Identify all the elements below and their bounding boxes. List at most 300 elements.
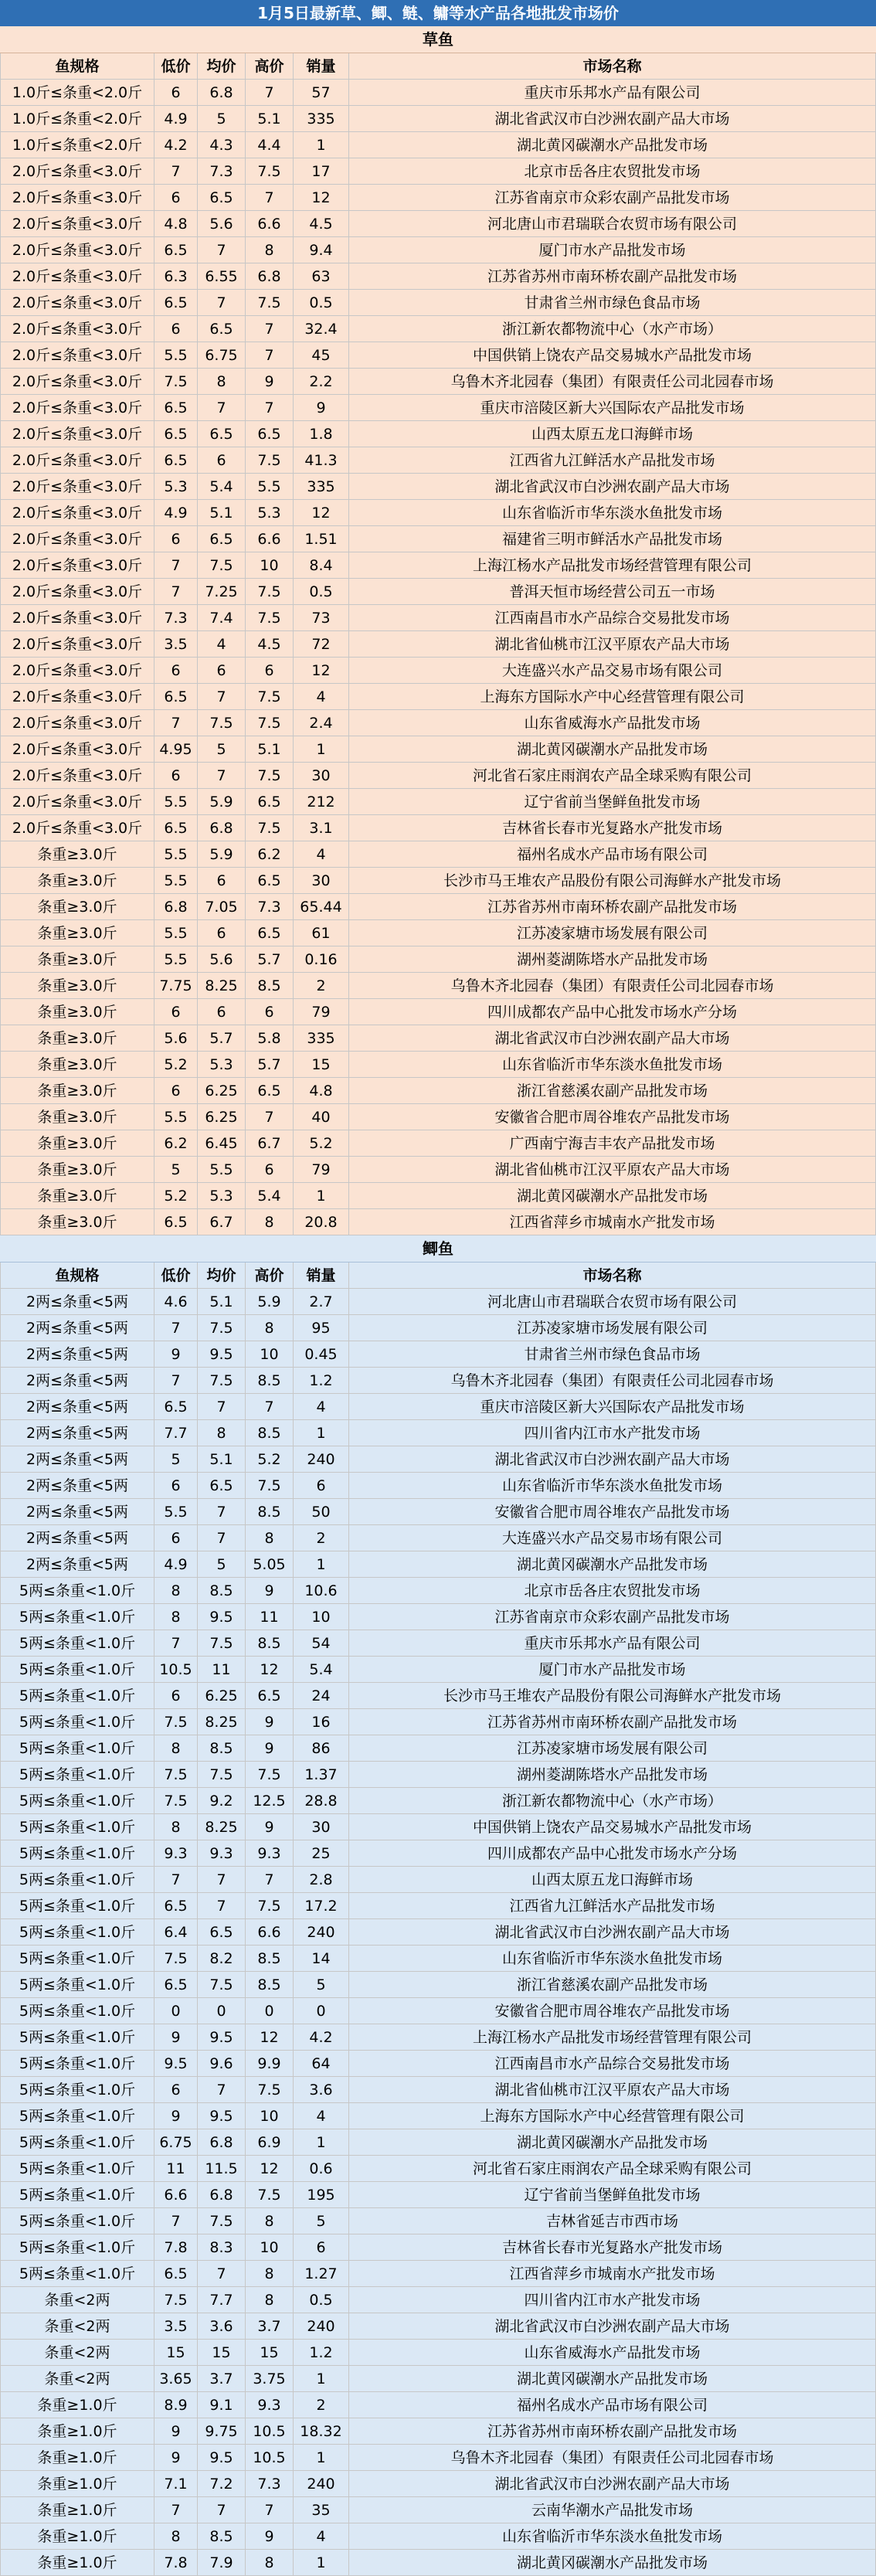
- cell-low: 9: [154, 2024, 198, 2051]
- cell-market: 重庆市乐邦水产品有限公司: [349, 80, 876, 106]
- cell-high: 10: [246, 1341, 294, 1368]
- cell-high: 7.5: [246, 684, 294, 710]
- cell-spec: 条重≥3.0斤: [0, 1183, 154, 1209]
- header-high: 高价: [246, 1263, 294, 1289]
- cell-low: 7: [154, 552, 198, 579]
- cell-high: 7.5: [246, 1893, 294, 1919]
- cell-spec: 2.0斤≤条重<3.0斤: [0, 263, 154, 290]
- cell-spec: 条重≥1.0斤: [0, 2418, 154, 2445]
- cell-low: 8.9: [154, 2392, 198, 2418]
- cell-volume: 30: [294, 868, 349, 894]
- cell-avg: 7.5: [198, 1972, 246, 1998]
- cell-spec: 5两≤条重<1.0斤: [0, 1919, 154, 1946]
- cell-high: 8.5: [246, 1368, 294, 1394]
- cell-spec: 5两≤条重<1.0斤: [0, 2156, 154, 2182]
- cell-volume: 25: [294, 1840, 349, 1867]
- cell-high: 12: [246, 1657, 294, 1683]
- table-row: [0, 474, 876, 500]
- cell-high: 6.5: [246, 920, 294, 946]
- cell-high: 5.1: [246, 736, 294, 763]
- cell-low: 7.1: [154, 2471, 198, 2497]
- cell-spec: 2.0斤≤条重<3.0斤: [0, 815, 154, 841]
- table-row: [0, 1578, 876, 1604]
- cell-volume: 4: [294, 841, 349, 868]
- cell-avg: 5.5: [198, 1157, 246, 1183]
- cell-volume: 14: [294, 1946, 349, 1972]
- cell-market: 江西省九江鲜活水产品批发市场: [349, 447, 876, 474]
- cell-avg: 7.5: [198, 1368, 246, 1394]
- cell-spec: 2.0斤≤条重<3.0斤: [0, 395, 154, 421]
- cell-high: 6.9: [246, 2129, 294, 2156]
- cell-high: 10: [246, 552, 294, 579]
- cell-volume: 0.45: [294, 1341, 349, 1368]
- cell-high: 7.3: [246, 894, 294, 920]
- table-row: [0, 342, 876, 369]
- cell-avg: 6.5: [198, 421, 246, 447]
- cell-market: 吉林省延吉市西市场: [349, 2208, 876, 2234]
- cell-spec: 5两≤条重<1.0斤: [0, 1683, 154, 1709]
- cell-avg: 5: [198, 1551, 246, 1578]
- cell-volume: 240: [294, 2313, 349, 2340]
- cell-avg: 6.45: [198, 1130, 246, 1157]
- cell-volume: 63: [294, 263, 349, 290]
- cell-market: 山东省临沂市华东淡水鱼批发市场: [349, 1052, 876, 1078]
- cell-spec: 5两≤条重<1.0斤: [0, 1788, 154, 1814]
- cell-high: 8: [246, 237, 294, 263]
- cell-avg: 7.5: [198, 552, 246, 579]
- cell-avg: 6.25: [198, 1104, 246, 1130]
- cell-high: 9: [246, 1814, 294, 1840]
- cell-high: 4.5: [246, 631, 294, 658]
- cell-market: 安徽省合肥市周谷堆农产品批发市场: [349, 1499, 876, 1525]
- cell-avg: 7: [198, 2497, 246, 2523]
- cell-volume: 0.5: [294, 2287, 349, 2313]
- cell-spec: 条重≥3.0斤: [0, 868, 154, 894]
- cell-avg: 5.1: [198, 1289, 246, 1315]
- cell-spec: 条重<2两: [0, 2366, 154, 2392]
- page-title: 1月5日最新草、鲫、鲢、鳙等水产品各地批发市场价: [0, 0, 876, 26]
- cell-avg: 8.5: [198, 1578, 246, 1604]
- cell-low: 9: [154, 2103, 198, 2129]
- cell-high: 6.5: [246, 868, 294, 894]
- table-row: [0, 2313, 876, 2340]
- cell-market: 湖北省武汉市白沙洲农副产品大市场: [349, 474, 876, 500]
- cell-market: 湖北黄冈碳潮水产品批发市场: [349, 1183, 876, 1209]
- table-row: [0, 736, 876, 763]
- cell-volume: 10: [294, 1604, 349, 1630]
- cell-avg: 6: [198, 868, 246, 894]
- cell-volume: 41.3: [294, 447, 349, 474]
- cell-market: 乌鲁木齐北园春（集团）有限责任公司北园春市场: [349, 2445, 876, 2471]
- cell-high: 9.3: [246, 1840, 294, 1867]
- table-row: [0, 1368, 876, 1394]
- table-row: [0, 1683, 876, 1709]
- cell-avg: 6: [198, 658, 246, 684]
- cell-low: 6: [154, 658, 198, 684]
- cell-low: 7.5: [154, 2287, 198, 2313]
- cell-avg: 9.6: [198, 2051, 246, 2077]
- cell-market: 浙江省慈溪农副产品批发市场: [349, 1078, 876, 1104]
- cell-volume: 1: [294, 2445, 349, 2471]
- cell-avg: 6.8: [198, 2182, 246, 2208]
- cell-high: 5.8: [246, 1025, 294, 1052]
- cell-avg: 5.3: [198, 1183, 246, 1209]
- cell-volume: 5.2: [294, 1130, 349, 1157]
- cell-avg: 9.5: [198, 2445, 246, 2471]
- cell-volume: 1: [294, 132, 349, 158]
- cell-spec: 条重≥1.0斤: [0, 2471, 154, 2497]
- cell-low: 7.5: [154, 1788, 198, 1814]
- cell-avg: 7: [198, 2077, 246, 2103]
- cell-market: 湖北省仙桃市江汉平原农产品大市场: [349, 1157, 876, 1183]
- table-row: [0, 1420, 876, 1446]
- cell-low: 9: [154, 2418, 198, 2445]
- cell-avg: 9.75: [198, 2418, 246, 2445]
- table-row: [0, 1209, 876, 1235]
- cell-avg: 7.5: [198, 1630, 246, 1657]
- cell-market: 甘肃省兰州市绿色食品市场: [349, 290, 876, 316]
- cell-avg: 4.3: [198, 132, 246, 158]
- cell-high: 7: [246, 1104, 294, 1130]
- table-row: [0, 2340, 876, 2366]
- cell-volume: 335: [294, 474, 349, 500]
- cell-market: 湖北省武汉市白沙洲农副产品大市场: [349, 106, 876, 132]
- cell-volume: 16: [294, 1709, 349, 1735]
- cell-low: 5.5: [154, 868, 198, 894]
- table-row: [0, 789, 876, 815]
- cell-low: 6.5: [154, 815, 198, 841]
- cell-volume: 195: [294, 2182, 349, 2208]
- cell-low: 3.5: [154, 2313, 198, 2340]
- cell-volume: 28.8: [294, 1788, 349, 1814]
- cell-market: 山西太原五龙口海鲜市场: [349, 1867, 876, 1893]
- cell-volume: 5: [294, 1972, 349, 1998]
- cell-low: 6: [154, 1525, 198, 1551]
- cell-volume: 5: [294, 2208, 349, 2234]
- cell-low: 5.5: [154, 946, 198, 973]
- cell-avg: 5.6: [198, 946, 246, 973]
- cell-spec: 2.0斤≤条重<3.0斤: [0, 369, 154, 395]
- cell-market: 江西南昌市水产品综合交易批发市场: [349, 2051, 876, 2077]
- header-avg: 均价: [198, 1263, 246, 1289]
- cell-avg: 11.5: [198, 2156, 246, 2182]
- cell-volume: 79: [294, 1157, 349, 1183]
- cell-high: 5.4: [246, 1183, 294, 1209]
- cell-market: 山东省临沂市华东淡水鱼批发市场: [349, 1473, 876, 1499]
- cell-market: 湖北省武汉市白沙洲农副产品大市场: [349, 2313, 876, 2340]
- cell-high: 3.7: [246, 2313, 294, 2340]
- cell-volume: 12: [294, 658, 349, 684]
- cell-high: 7.5: [246, 158, 294, 185]
- table-row: [0, 1551, 876, 1578]
- cell-low: 6.5: [154, 1893, 198, 1919]
- cell-market: 江苏省南京市众彩农副产品批发市场: [349, 185, 876, 211]
- cell-spec: 条重≥3.0斤: [0, 1104, 154, 1130]
- cell-high: 12: [246, 2024, 294, 2051]
- table-row: [0, 1078, 876, 1104]
- cell-avg: 7: [198, 2261, 246, 2287]
- cell-high: 10.5: [246, 2418, 294, 2445]
- cell-avg: 7: [198, 684, 246, 710]
- cell-high: 9.3: [246, 2392, 294, 2418]
- cell-market: 山东省威海水产品批发市场: [349, 710, 876, 736]
- cell-low: 6: [154, 526, 198, 552]
- table-row: [0, 1788, 876, 1814]
- cell-spec: 条重<2两: [0, 2287, 154, 2313]
- cell-spec: 2两≤条重<5两: [0, 1315, 154, 1341]
- cell-avg: 6: [198, 920, 246, 946]
- cell-volume: 72: [294, 631, 349, 658]
- cell-avg: 5.7: [198, 1025, 246, 1052]
- cell-market: 乌鲁木齐北园春（集团）有限责任公司北园春市场: [349, 1368, 876, 1394]
- cell-spec: 条重≥3.0斤: [0, 1052, 154, 1078]
- cell-spec: 2.0斤≤条重<3.0斤: [0, 316, 154, 342]
- cell-market: 大连盛兴水产品交易市场有限公司: [349, 658, 876, 684]
- cell-low: 8: [154, 1578, 198, 1604]
- cell-low: 4.9: [154, 1551, 198, 1578]
- cell-high: 5.5: [246, 474, 294, 500]
- cell-low: 3.5: [154, 631, 198, 658]
- cell-avg: 7: [198, 763, 246, 789]
- cell-volume: 50: [294, 1499, 349, 1525]
- cell-spec: 条重≥1.0斤: [0, 2523, 154, 2550]
- cell-market: 浙江新农都物流中心（水产市场）: [349, 316, 876, 342]
- cell-high: 8: [246, 2287, 294, 2313]
- cell-high: 7.5: [246, 447, 294, 474]
- cell-high: 6.2: [246, 841, 294, 868]
- table-row: [0, 2024, 876, 2051]
- cell-volume: 4: [294, 2103, 349, 2129]
- cell-avg: 5: [198, 106, 246, 132]
- table-row: [0, 263, 876, 290]
- table-row: [0, 815, 876, 841]
- table-row: [0, 2051, 876, 2077]
- table-row: [0, 868, 876, 894]
- cell-avg: 6.8: [198, 815, 246, 841]
- cell-spec: 2两≤条重<5两: [0, 1446, 154, 1473]
- cell-spec: 1.0斤≤条重<2.0斤: [0, 132, 154, 158]
- cell-high: 15: [246, 2340, 294, 2366]
- cell-market: 福州名成水产品市场有限公司: [349, 841, 876, 868]
- cell-low: 6: [154, 763, 198, 789]
- cell-volume: 12: [294, 185, 349, 211]
- cell-spec: 条重≥3.0斤: [0, 1078, 154, 1104]
- cell-low: 4.2: [154, 132, 198, 158]
- cell-market: 北京市岳各庄农贸批发市场: [349, 1578, 876, 1604]
- cell-volume: 240: [294, 1446, 349, 1473]
- cell-avg: 6.7: [198, 1209, 246, 1235]
- cell-low: 9: [154, 1341, 198, 1368]
- cell-volume: 2: [294, 1525, 349, 1551]
- cell-volume: 1: [294, 2366, 349, 2392]
- cell-volume: 1.8: [294, 421, 349, 447]
- cell-avg: 6.5: [198, 185, 246, 211]
- cell-low: 0: [154, 1998, 198, 2024]
- cell-spec: 2两≤条重<5两: [0, 1420, 154, 1446]
- cell-market: 湖北黄冈碳潮水产品批发市场: [349, 2129, 876, 2156]
- cell-high: 5.1: [246, 106, 294, 132]
- cell-spec: 条重≥3.0斤: [0, 1209, 154, 1235]
- cell-high: 5.05: [246, 1551, 294, 1578]
- cell-avg: 6.8: [198, 2129, 246, 2156]
- cell-avg: 8.25: [198, 973, 246, 999]
- cell-spec: 条重≥3.0斤: [0, 973, 154, 999]
- cell-high: 8.5: [246, 1630, 294, 1657]
- cell-low: 6.5: [154, 1394, 198, 1420]
- cell-spec: 2两≤条重<5两: [0, 1394, 154, 1420]
- cell-low: 6: [154, 1473, 198, 1499]
- cell-volume: 18.32: [294, 2418, 349, 2445]
- cell-volume: 35: [294, 2497, 349, 2523]
- cell-market: 乌鲁木齐北园春（集团）有限责任公司北园春市场: [349, 973, 876, 999]
- cell-volume: 335: [294, 106, 349, 132]
- cell-high: 5.2: [246, 1446, 294, 1473]
- table-row: [0, 185, 876, 211]
- cell-low: 5.2: [154, 1052, 198, 1078]
- cell-low: 3.65: [154, 2366, 198, 2392]
- header-low: 低价: [154, 53, 198, 80]
- cell-avg: 5: [198, 736, 246, 763]
- cell-avg: 6.75: [198, 342, 246, 369]
- cell-high: 5.7: [246, 1052, 294, 1078]
- cell-avg: 8.25: [198, 1814, 246, 1840]
- cell-spec: 5两≤条重<1.0斤: [0, 1709, 154, 1735]
- cell-low: 15: [154, 2340, 198, 2366]
- cell-volume: 1: [294, 2129, 349, 2156]
- cell-market: 广西南宁海吉丰农产品批发市场: [349, 1130, 876, 1157]
- cell-high: 5.3: [246, 500, 294, 526]
- cell-high: 5.7: [246, 946, 294, 973]
- cell-market: 湖北省武汉市白沙洲农副产品大市场: [349, 1025, 876, 1052]
- cell-low: 7: [154, 1315, 198, 1341]
- cell-market: 山西太原五龙口海鲜市场: [349, 421, 876, 447]
- cell-volume: 5.4: [294, 1657, 349, 1683]
- table-row: [0, 1840, 876, 1867]
- cell-spec: 5两≤条重<1.0斤: [0, 1604, 154, 1630]
- cell-avg: 7: [198, 395, 246, 421]
- cell-market: 福建省三明市鲜活水产品批发市场: [349, 526, 876, 552]
- cell-market: 江苏省苏州市南环桥农副产品批发市场: [349, 894, 876, 920]
- cell-volume: 240: [294, 1919, 349, 1946]
- cell-market: 湖北省武汉市白沙洲农副产品大市场: [349, 2471, 876, 2497]
- cell-avg: 9.5: [198, 2024, 246, 2051]
- cell-low: 6.5: [154, 684, 198, 710]
- table-row: [0, 1946, 876, 1972]
- cell-spec: 2.0斤≤条重<3.0斤: [0, 736, 154, 763]
- cell-avg: 8.25: [198, 1709, 246, 1735]
- cell-volume: 95: [294, 1315, 349, 1341]
- cell-low: 5: [154, 1157, 198, 1183]
- cell-spec: 条重≥1.0斤: [0, 2445, 154, 2471]
- cell-volume: 4.5: [294, 211, 349, 237]
- cell-avg: 8: [198, 369, 246, 395]
- cell-avg: 7: [198, 237, 246, 263]
- cell-avg: 7.5: [198, 2208, 246, 2234]
- cell-high: 9: [246, 1735, 294, 1762]
- cell-market: 四川成都农产品中心批发市场水产分场: [349, 1840, 876, 1867]
- cell-high: 6.7: [246, 1130, 294, 1157]
- table-row: [0, 2550, 876, 2576]
- cell-low: 5.5: [154, 789, 198, 815]
- cell-high: 8.5: [246, 1972, 294, 1998]
- cell-spec: 2.0斤≤条重<3.0斤: [0, 789, 154, 815]
- cell-avg: 6.5: [198, 1919, 246, 1946]
- cell-market: 湖北黄冈碳潮水产品批发市场: [349, 1551, 876, 1578]
- cell-spec: 2.0斤≤条重<3.0斤: [0, 710, 154, 736]
- cell-high: 9.9: [246, 2051, 294, 2077]
- table-row: [0, 999, 876, 1025]
- cell-low: 6: [154, 80, 198, 106]
- cell-high: 11: [246, 1604, 294, 1630]
- table-row: [0, 631, 876, 658]
- cell-volume: 65.44: [294, 894, 349, 920]
- table-row: [0, 2392, 876, 2418]
- cell-low: 5.5: [154, 920, 198, 946]
- cell-avg: 3.6: [198, 2313, 246, 2340]
- cell-low: 7: [154, 1867, 198, 1893]
- header-spec: 鱼规格: [0, 53, 154, 80]
- cell-volume: 40: [294, 1104, 349, 1130]
- cell-volume: 1.51: [294, 526, 349, 552]
- cell-high: 8.5: [246, 1946, 294, 1972]
- table-row: [0, 1657, 876, 1683]
- cell-spec: 2.0斤≤条重<3.0斤: [0, 526, 154, 552]
- cell-spec: 1.0斤≤条重<2.0斤: [0, 80, 154, 106]
- cell-low: 7.5: [154, 1709, 198, 1735]
- cell-low: 7: [154, 158, 198, 185]
- cell-low: 4.8: [154, 211, 198, 237]
- cell-market: 中国供销上饶农产品交易城水产品批发市场: [349, 342, 876, 369]
- cell-market: 浙江省慈溪农副产品批发市场: [349, 1972, 876, 1998]
- table-row: [0, 2234, 876, 2261]
- cell-high: 6.8: [246, 263, 294, 290]
- cell-high: 0: [246, 1998, 294, 2024]
- table-row: [0, 605, 876, 631]
- cell-spec: 5两≤条重<1.0斤: [0, 2103, 154, 2129]
- cell-avg: 7.5: [198, 710, 246, 736]
- cell-avg: 7.2: [198, 2471, 246, 2497]
- cell-volume: 10.6: [294, 1578, 349, 1604]
- cell-spec: 2.0斤≤条重<3.0斤: [0, 763, 154, 789]
- cell-avg: 5.1: [198, 500, 246, 526]
- cell-market: 北京市岳各庄农贸批发市场: [349, 158, 876, 185]
- cell-low: 7: [154, 2208, 198, 2234]
- cell-avg: 15: [198, 2340, 246, 2366]
- header-volume: 销量: [294, 1263, 349, 1289]
- cell-avg: 7.9: [198, 2550, 246, 2576]
- cell-volume: 4: [294, 684, 349, 710]
- cell-spec: 5两≤条重<1.0斤: [0, 2208, 154, 2234]
- cell-market: 湖北省仙桃市江汉平原农产品大市场: [349, 2077, 876, 2103]
- table-row: [0, 1972, 876, 1998]
- table-row: [0, 2418, 876, 2445]
- cell-high: 6: [246, 999, 294, 1025]
- cell-market: 山东省临沂市华东淡水鱼批发市场: [349, 2523, 876, 2550]
- cell-spec: 5两≤条重<1.0斤: [0, 1814, 154, 1840]
- table-row: [0, 395, 876, 421]
- table-row: [0, 447, 876, 474]
- cell-market: 吉林省长春市光复路水产批发市场: [349, 815, 876, 841]
- cell-volume: 212: [294, 789, 349, 815]
- cell-low: 10.5: [154, 1657, 198, 1683]
- cell-market: 长沙市马王堆农产品股份有限公司海鲜水产批发市场: [349, 868, 876, 894]
- cell-low: 6: [154, 1683, 198, 1709]
- cell-spec: 条重≥3.0斤: [0, 999, 154, 1025]
- cell-spec: 5两≤条重<1.0斤: [0, 1657, 154, 1683]
- cell-spec: 2.0斤≤条重<3.0斤: [0, 211, 154, 237]
- cell-spec: 5两≤条重<1.0斤: [0, 2182, 154, 2208]
- cell-market: 安徽省合肥市周谷堆农产品批发市场: [349, 1104, 876, 1130]
